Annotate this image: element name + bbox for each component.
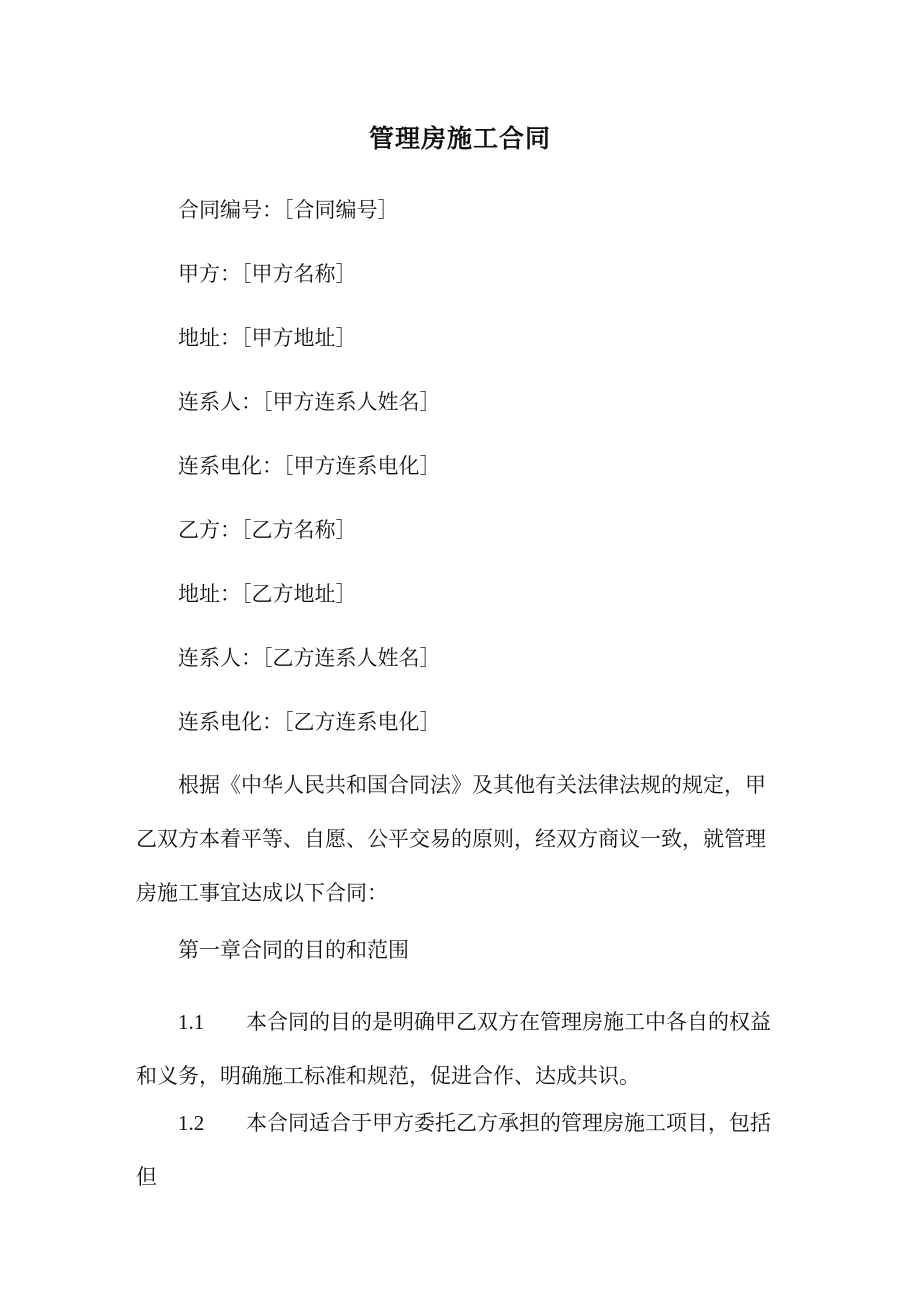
clause-1-2 <box>136 1096 776 1204</box>
party-b-phone-field <box>178 707 441 737</box>
field-label: 甲方： <box>178 262 241 286</box>
party-b-name-field <box>178 515 357 545</box>
field-value: ［甲方连系人姓名］ <box>262 390 441 414</box>
party-a-phone-field <box>178 451 441 481</box>
field-label: 连系电化： <box>178 454 283 478</box>
clause-number: 1.2 <box>178 1111 205 1135</box>
field-label: 合同编号： <box>178 198 283 222</box>
field-value: ［乙方地址］ <box>241 582 357 606</box>
chapter-heading: 第一章合同的目的和范围 <box>178 938 409 962</box>
clause-number: 1.1 <box>178 1010 205 1034</box>
document-title: 管理房施工合同 <box>368 124 551 153</box>
preamble-text: 根据《中华人民共和国合同法》及其他有关法律法规的规定，甲乙双方本着平等、自愿、公平交易的原则，经双方商议一致，就管理房施工事宜达成以下合同： <box>136 773 766 905</box>
clause-text: 本合同适合于甲方委托乙方承担的管理房施工项目，包括但 <box>136 1111 771 1189</box>
contract-number-field <box>178 195 399 225</box>
field-label: 连系电化： <box>178 710 283 734</box>
field-value: ［甲方地址］ <box>241 326 357 350</box>
party-b-contact-field <box>178 643 441 673</box>
field-value: ［乙方名称］ <box>241 518 357 542</box>
field-value: ［甲方连系电化］ <box>283 454 441 478</box>
field-value: ［合同编号］ <box>283 198 399 222</box>
field-label: 地址： <box>178 582 241 606</box>
field-value: ［乙方连系电化］ <box>283 710 441 734</box>
preamble-paragraph <box>136 758 776 920</box>
field-label: 连系人： <box>178 390 262 414</box>
party-a-contact-field <box>178 387 441 417</box>
party-a-address-field <box>178 323 357 353</box>
clause-1-1 <box>136 995 776 1103</box>
field-label: 地址： <box>178 326 241 350</box>
field-value: ［甲方名称］ <box>241 262 357 286</box>
field-value: ［乙方连系人姓名］ <box>262 646 441 670</box>
field-label: 连系人： <box>178 646 262 670</box>
party-a-name-field <box>178 259 357 289</box>
party-b-address-field <box>178 579 357 609</box>
field-label: 乙方： <box>178 518 241 542</box>
clause-text: 本合同的目的是明确甲乙双方在管理房施工中各自的权益和义务，明确施工标准和规范，促进合作、达成共识。 <box>136 1010 771 1088</box>
